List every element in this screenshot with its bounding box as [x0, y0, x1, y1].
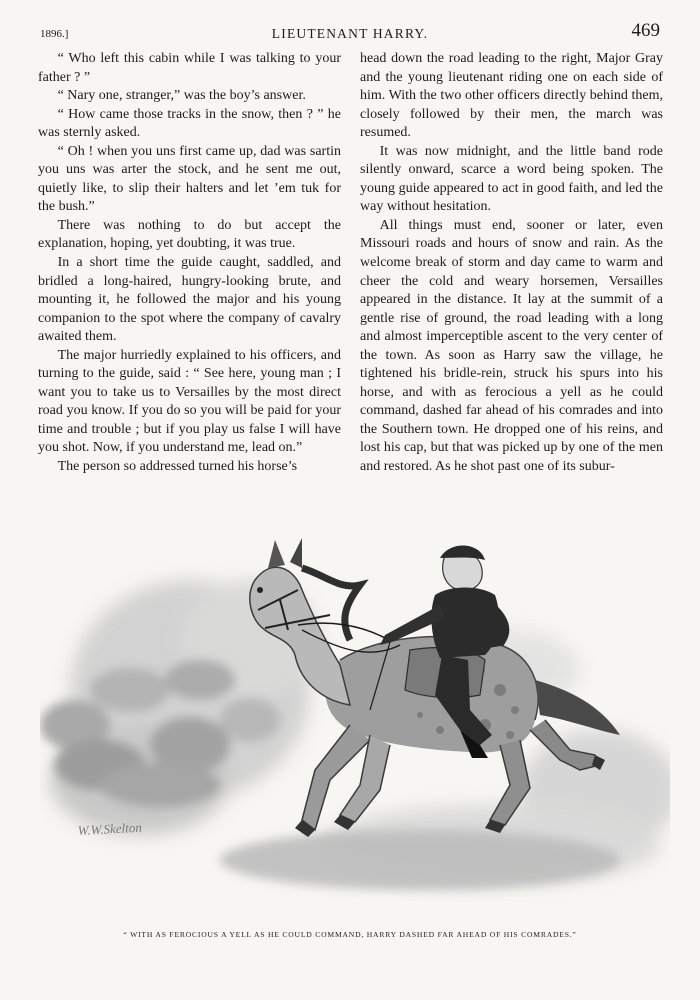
running-title: LIEUTENANT HARRY. — [271, 26, 429, 41]
illustration — [40, 530, 670, 915]
paragraph: There was nothing to do but accept the explanation, hoping, yet doubting, it was true. — [38, 217, 341, 252]
paragraph: It was now midnight, and the little band rode silently onward, scarce a word being spoken. The young guide appeared to act in good faith, and led the way without hesitation. — [360, 143, 663, 215]
page-number: 469 — [631, 20, 660, 41]
paragraph: All things must end, sooner or later, even Missouri roads and hours of snow and rain. As the welcome break of storm and day came to warm and cheer the cold and weary horsemen, Versailles appeared in the distance. It lay at the summit of a gentle rise of ground, the road leading with a long and almost imperceptible ascent to the very center of the town. As soon as Harry saw the village, he tightened his bridle-rein, struck his spurs into his horse, and with as ferocious a yell as he could command, dashed far ahead of his comrades and into the Southern town. He dropped one of his reins, and lost his cap, but that was picked up by one of the men and restored. As he shot past one of its subur- — [360, 217, 663, 475]
left-column — [38, 50, 341, 477]
artist-signature: W.W.Skelton — [77, 819, 143, 838]
paragraph: The major hurriedly explained to his officers, and turning to the guide, said : “ See here, young man ; I want you to take us to Versailles by the most direct road you know. If you do so you will be paid for your time and trouble ; but if you play us false I will have you shot. Now, if you understand me, lead on.” — [38, 347, 341, 456]
paragraph: head down the road leading to the right, Major Gray and the young lieutenant riding one on each side of him. With the two other officers directly behind them, closely followed by their men, the march was resumed. — [360, 51, 663, 141]
paragraph: “ Nary one, stranger,” was the boy’s answer. — [57, 88, 306, 104]
paragraph: “ How came those tracks in the snow, then ? ” he was sternly asked. — [38, 106, 341, 141]
page-header — [40, 20, 660, 44]
ground-shadow — [220, 830, 620, 890]
illustration-caption: “ WITH AS FEROCIOUS A YELL AS HE COULD COMMAND, HARRY DASHED FAR AHEAD OF HIS COMRADES.” — [123, 930, 577, 939]
paragraph: The person so addressed turned his horse’s — [57, 459, 298, 475]
right-column — [360, 50, 663, 477]
paragraph: “ Who left this cabin while I was talking to your father ? ” — [38, 51, 341, 85]
paragraph: “ Oh ! when you uns first came up, dad was sartin you uns was arter the stock, and he sent me out, quietly like, to slip their halters and let ’em tuk for the bush.” — [38, 143, 341, 215]
article-body — [38, 50, 663, 490]
paragraph: In a short time the guide caught, saddled, and bridled a long-haired, hungry-looking brute, and mounting it, he followed the major and his young companion to the spot where the company of cavalry awaited them. — [38, 255, 341, 345]
horse-rider-drawing — [40, 530, 670, 915]
issue-date: 1896.] — [40, 28, 69, 40]
